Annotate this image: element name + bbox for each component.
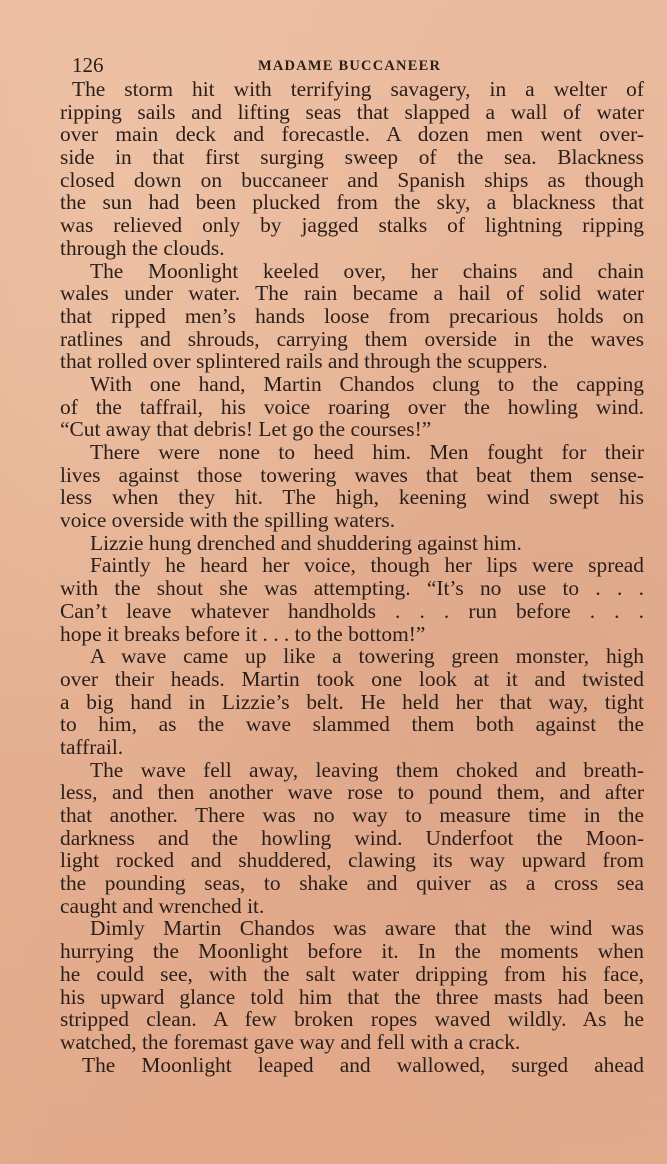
text-line: The wave fell away, leaving them choked and breath- xyxy=(90,757,644,782)
text-line: lives against those towering waves that beat them sense- xyxy=(60,462,644,487)
paragraph xyxy=(60,645,644,758)
paragraph xyxy=(60,373,644,441)
text-line: to him, as the wave slammed them both against the xyxy=(60,712,644,737)
text-line: “Cut away that debris! Let go the courses!” xyxy=(60,417,432,442)
running-head: MADAME BUCCANEER xyxy=(258,58,442,74)
text-line: A wave came up like a towering green monster, high xyxy=(90,644,644,669)
text-line: wales under water. The rain became a hail of solid water xyxy=(60,281,644,306)
paragraph xyxy=(60,260,644,373)
text-line: Lizzie hung drenched and shuddering against him. xyxy=(90,530,522,555)
text-line: that ripped men’s hands loose from precarious holds on xyxy=(60,303,644,328)
text-line: Faintly he heard her voice, though her lips were spread xyxy=(90,553,644,578)
text-line: that rolled over splintered rails and through the scuppers. xyxy=(60,349,548,374)
text-line: The Moonlight keeled over, her chains and chain xyxy=(90,258,644,283)
page-header xyxy=(72,52,612,78)
text-line: Dimly Martin Chandos was aware that the wind was xyxy=(90,916,644,941)
paragraph xyxy=(60,759,644,918)
text-line: over their heads. Martin took one look at it and twisted xyxy=(60,666,644,691)
paragraph xyxy=(60,917,644,1053)
text-line: hope it breaks before it . . . to the bottom!” xyxy=(60,621,426,646)
text-line: the sun had been plucked from the sky, a blackness that xyxy=(60,190,644,215)
text-line: less when they hit. The high, keening wind swept his xyxy=(60,485,644,510)
text-line: closed down on buccaneer and Spanish ships as though xyxy=(60,167,644,192)
text-line: of the taffrail, his voice roaring over the howling wind. xyxy=(60,394,644,419)
text-line: ripping sails and lifting seas that slapped a wall of water xyxy=(60,99,644,124)
body-text xyxy=(60,78,644,1076)
text-line: he could see, with the salt water dripping from his face, xyxy=(60,961,644,986)
text-line: with the shout she was attempting. “It’s no use to . . . xyxy=(60,576,644,601)
page-number: 126 xyxy=(72,53,104,77)
paragraph xyxy=(60,554,644,645)
text-line: caught and wrenched it. xyxy=(60,893,265,918)
text-line: that another. There was no way to measure time in the xyxy=(60,803,644,827)
text-line: over main deck and forecastle. A dozen men went over- xyxy=(60,122,644,147)
text-line: watched, the foremast gave way and fell with a crack. xyxy=(60,1029,521,1054)
text-line: hurrying the Moonlight before it. In the moments when xyxy=(60,939,644,964)
text-line: a big hand in Lizzie’s belt. He held her that way, tight xyxy=(60,689,644,714)
text-line: side in that first surging sweep of the sea. Blackness xyxy=(60,145,644,170)
paragraph xyxy=(60,441,644,532)
text-line: The storm hit with terrifying savagery, in a welter of xyxy=(72,77,644,101)
text-line: the pounding seas, to shake and quiver as a cross sea xyxy=(60,871,644,896)
paragraph xyxy=(60,1054,644,1077)
text-line: ratlines and shrouds, carrying them overside in the waves xyxy=(60,326,644,351)
paragraph xyxy=(60,78,644,260)
text-line: With one hand, Martin Chandos clung to the capping xyxy=(90,371,644,396)
paragraph xyxy=(60,532,644,555)
text-line: taffrail. xyxy=(60,734,124,759)
text-line: stripped clean. A few broken ropes waved wildly. As he xyxy=(60,1007,644,1032)
text-line: his upward glance told him that the three masts had been xyxy=(60,984,644,1009)
text-line: darkness and the howling wind. Underfoot the Moon- xyxy=(60,825,644,850)
text-line: through the clouds. xyxy=(60,235,225,260)
text-line: Can’t leave whatever handholds . . . run before . . . xyxy=(60,598,644,623)
text-line: light rocked and shuddered, clawing its way upward from xyxy=(60,848,644,873)
text-line: was relieved only by jagged stalks of lightning ripping xyxy=(60,213,644,238)
text-line: less, and then another wave rose to pound them, and after xyxy=(60,780,644,805)
text-line: The Moonlight leaped and wallowed, surged ahead xyxy=(82,1052,644,1077)
text-line: voice overside with the spilling waters. xyxy=(60,508,396,533)
text-line: There were none to heed him. Men fought for their xyxy=(90,440,644,464)
